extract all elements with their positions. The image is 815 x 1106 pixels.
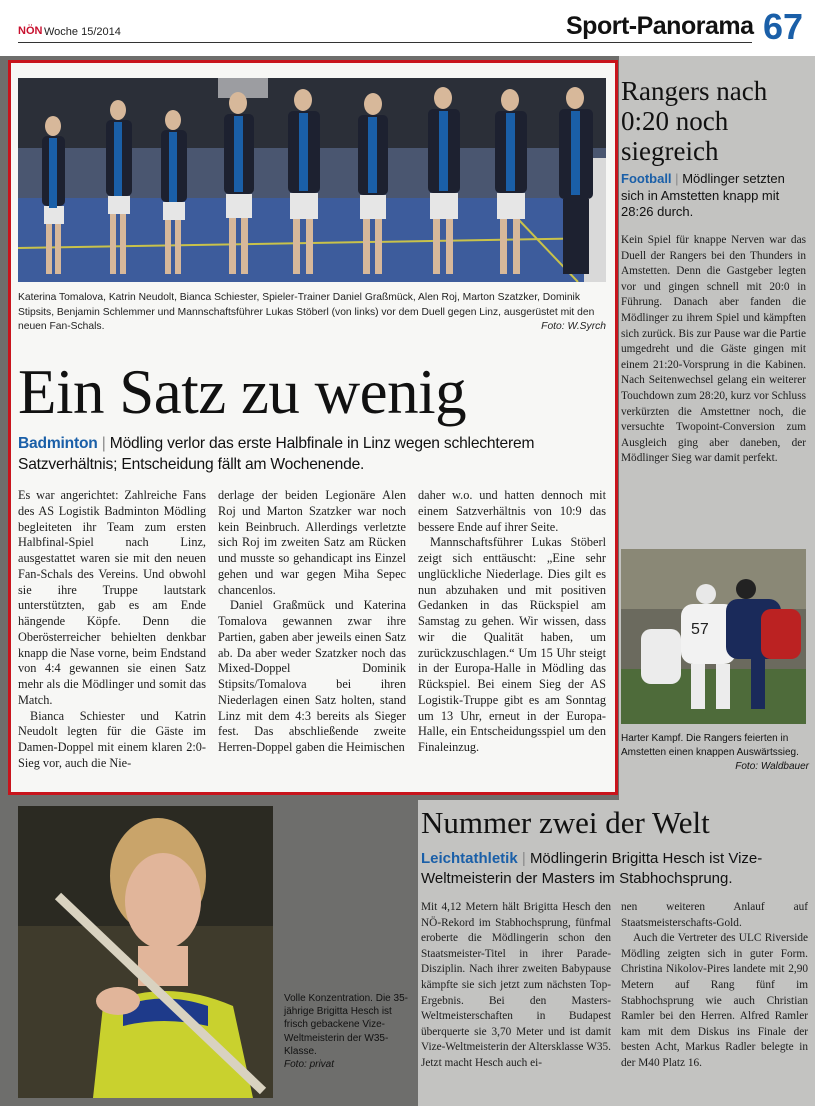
side-headline: Rangers nach 0:20 noch siegreich xyxy=(621,76,768,166)
kicker-football: Football xyxy=(621,171,672,186)
kicker-leichtathletik: Leichtathletik xyxy=(421,850,518,867)
bottom-headline: Nummer zwei der Welt xyxy=(421,805,710,840)
caption-text: Volle Konzentration. Die 35-jährige Brigitta Hesch ist frisch gebackene Vize-Weltmeisterin der W35-Klasse. xyxy=(284,993,408,1057)
main-column-2 xyxy=(218,488,406,756)
bottom-deck-text: Mödlingerin Brigitta Hesch ist Vize-Weltmeisterin der Masters im Stabhochsprung. xyxy=(421,850,763,887)
kicker-separator: | xyxy=(675,171,679,186)
caption-text: Harter Kampf. Die Rangers feierten in Amstetten einen knappen Auswärtssieg. xyxy=(621,733,799,758)
paragraph: Bianca Schiester und Katrin Neudolt legten für die Gäste im Damen-Doppel mit einem klaren 2:0-Sieg vor, auch die Nie- xyxy=(18,708,206,770)
photo-credit: Foto: privat xyxy=(284,1059,335,1071)
athlete-photo xyxy=(18,806,273,1098)
photo-credit: Foto: Waldbauer xyxy=(735,761,809,772)
football-photo xyxy=(621,549,806,724)
bottom-deck xyxy=(421,849,811,889)
svg-text:57: 57 xyxy=(691,621,709,638)
brand-logo: NÖN xyxy=(18,25,43,37)
kicker-badminton: Badminton xyxy=(18,435,98,452)
football-photo-caption xyxy=(621,732,809,774)
paragraph: nen weiteren Anlauf auf Staatsmeisterschafts-Gold. xyxy=(621,901,808,929)
paragraph: Es war angerichtet: Zahlreiche Fans des AS Logistik Badminton Mödling begleiteten ihr Team zum ersten Halbfinal-Spiel nach Linz, ausgestattet waren sie mit den neuen Fan-Schals des Vereins. Und obwohl sie ihre Truppe lautstark unterstützten, gab es am Ende hängende Köpfe. Denn die Oberösterreicher behielten denkbar knapp die Nase vorne, beim Endstand von 4:4 gewannen sie einen Satz mehr als die Mödlinger und somit das Match. xyxy=(18,488,206,707)
main-column-3 xyxy=(418,488,606,756)
team-photo xyxy=(18,78,606,282)
deck-text: Mödling verlor das erste Halbfinale in Linz wegen schlechterem Satzverhältnis; Entscheidung fällt am Wochenende. xyxy=(18,435,535,473)
main-column-1 xyxy=(18,488,206,772)
paragraph: Daniel Graßmück und Katerina Tomalova gewannen zwar ihre Partien, gaben aber jeweils einen Satz ab. Da aber weder Szatzker noch das Mixed-Doppel Dominik Stipsits/Tomalova bei ihren Niederlagen einen Satz holten, stand Linz mit dem 4:3 bereits als Sieger fest. Das abschließende zweite Herren-Doppel gaben die Heimischen xyxy=(218,598,406,754)
main-deck xyxy=(18,433,606,475)
paragraph: Mannschaftsführer Lukas Stöberl zeigt sich enttäuscht: „Eine sehr unglückliche Niederlage. Dies gilt es nun abzuhaken und mit positiven Gedanken in das Rückspiel am Samstag zu gehen. Wir wissen, dass wir die Qualität haben, um zurückzuschlagen.“ Um 15 Uhr steigt in der Europa-Halle in Mödling das Rückspiel. Bei einem Sieg der AS Logistik-Truppe gibt es am Sonntag um 13 Uhr, erneut in der Europa-Halle, ein Entscheidungsspiel um den Finaleinzug. xyxy=(418,535,606,754)
section-title: Sport-Panorama xyxy=(566,12,754,40)
kicker-separator: | xyxy=(101,435,106,452)
paragraph: Auch die Vertreter des ULC Riverside Mödling zeigten sich in guter Form. Christina Nikolov-Pires landete mit 2,90 Metern auf Rang fünf im Stabhochsprung wie auch Christian Ramler bei den Herren. Alfred Ramler kam mit dem Diskus ins Finale der besten Acht, Markus Radler belegte in der M40 Platz 16. xyxy=(621,932,808,1069)
paragraph: derlage der beiden Legionäre Alen Roj und Marton Szatzker war noch kein Beinbruch. Allerdings verletzte sich Roj im zweiten Satz am Rücken und musste so gehandicapt ins Einzel gehen und war gegen Miha Sepec chancenlos. xyxy=(218,488,406,597)
side-deck-text: Mödlinger setzten sich in Amstetten knapp mit 28:26 durch. xyxy=(621,171,785,219)
paragraph: daher w.o. und hatten dennoch mit einem Satzverhältnis von 10:9 das bessere Ende auf ihrer Seite. xyxy=(418,488,606,534)
caption-text: Katerina Tomalova, Katrin Neudolt, Bianca Schiester, Spieler-Trainer Daniel Graßmück, Alen Roj, Marton Szatzker, Dominik Stipsits, Benjamin Schlemmer und Mannschaftsführer Lukas Stöberl (von links) vor dem Duell gegen Linz, ausgerüstet mit den neuen Fan-Schals. xyxy=(18,292,595,332)
team-photo-caption xyxy=(18,291,606,335)
photo-credit: Foto: W.Syrch xyxy=(541,321,606,332)
main-headline: Ein Satz zu wenig xyxy=(18,357,467,427)
athlete-photo-caption xyxy=(284,992,414,1071)
page-number: 67 xyxy=(763,6,804,47)
masthead-rule xyxy=(18,42,752,43)
bottom-column-2 xyxy=(621,900,808,1072)
issue-week: Woche 15/2014 xyxy=(44,26,121,38)
kicker-separator: | xyxy=(521,850,526,867)
side-deck xyxy=(621,171,811,221)
side-body: Kein Spiel für knappe Nerven war das Duell der Rangers bei den Thunders in Amstetten. Denn die Gastgeber legten vor und gingen schnell mit 20:0 in Führung. Danach aber fanden die Mödlinger zu ihrem Spiel und kämpften sich zurück. Bis zur Pause war die Partie umgedreht und die Gäste gingen mit einem 21:20-Vorsprung in die Kabinen. Nach Seitenwechsel gelang ein weiterer Touchdown zum 28:20, kurz vor Schluss verkürzten die Amstettner noch, die versuchte Twopoint-Conversion zum Ausgleich ging aber daneben, der Mödlinger Sieg war damit perfekt. xyxy=(621,234,806,465)
bottom-column-1: Mit 4,12 Metern hält Brigitta Hesch den NÖ-Rekord im Stabhochsprung, fünfmal eroberte die Mödlingerin schon den Staatsmeister-Titel in ihrer Parade-Disziplin. Nach ihrer zweiten Babypause kämpfte sie sich jetzt zum nächsten Top-Ergebnis. Bei den Masters-Weltmeisterschaften in Budapest überquerte sie 3,70 Meter und ist damit Vize-Weltmeisterin der Altersklasse W35. Jetzt macht Hesch auch ei- xyxy=(421,901,611,1069)
